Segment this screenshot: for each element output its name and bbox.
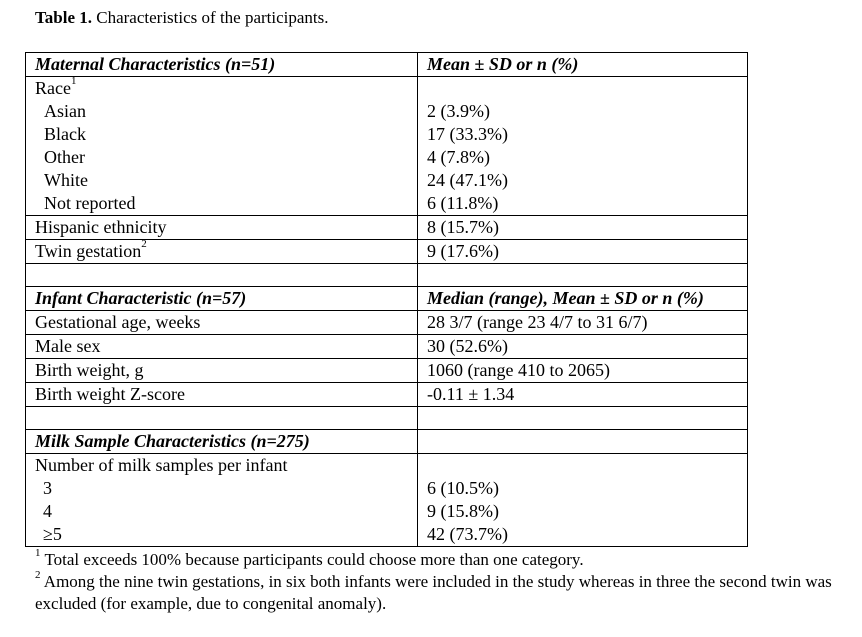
infant-row-value: 30 (52.6%) <box>418 335 748 359</box>
table-row <box>26 240 748 264</box>
race-item-label: Not reported <box>44 193 136 213</box>
infant-header-value: Median (range), Mean ± SD or n (%) <box>418 287 748 311</box>
caption-label: Table 1. <box>35 8 93 27</box>
race-row <box>26 77 748 216</box>
twin-value: 9 (17.6%) <box>418 240 748 264</box>
race-item-value: 6 (11.8%) <box>427 193 499 213</box>
table-caption <box>35 8 329 28</box>
table-row <box>26 335 748 359</box>
samples-item-label: ≥5 <box>43 524 62 544</box>
milk-header-row <box>26 430 748 454</box>
samples-item-label: 4 <box>43 501 52 521</box>
spacer-row <box>26 407 748 430</box>
race-item-label: Black <box>44 124 86 144</box>
infant-row-value: -0.11 ± 1.34 <box>418 383 748 407</box>
table-row <box>26 383 748 407</box>
spacer-row <box>26 264 748 287</box>
race-item-value: 4 (7.8%) <box>427 147 490 167</box>
table-row <box>26 311 748 335</box>
race-labels <box>26 77 418 216</box>
table-row <box>26 359 748 383</box>
twin-label: Twin gestation$^2$ <box>26 240 418 264</box>
footnote-1: $^1$ Total exceeds 100% because participants could choose more than one category. <box>35 547 584 569</box>
race-item-label: White <box>44 170 88 190</box>
race-item-label: Other <box>44 147 85 167</box>
infant-row-value: 28 3/7 (range 23 4/7 to 31 6/7) <box>418 311 748 335</box>
footnote-2: $^2$ Among the nine twin gestations, in six both infants were included in the study whereas in three the second twin was excluded (for example, due to congenital anomaly). <box>35 569 832 613</box>
samples-item-label: 3 <box>43 478 52 498</box>
infant-row-label: Birth weight Z-score <box>26 383 418 407</box>
footnote-ref-2: 2 <box>141 238 147 250</box>
maternal-header-label: Maternal Characteristics (n=51) <box>26 53 418 77</box>
infant-row-label: Male sex <box>26 335 418 359</box>
race-label: Race$^1$ <box>35 75 77 98</box>
infant-row-value: 1060 (range 410 to 2065) <box>418 359 748 383</box>
characteristics-table <box>25 52 748 547</box>
infant-row-label: Birth weight, g <box>26 359 418 383</box>
milk-header-label: Milk Sample Characteristics (n=275) <box>26 430 418 454</box>
samples-item-value: 9 (15.8%) <box>427 501 499 521</box>
race-item-label: Asian <box>44 101 86 121</box>
milk-sample-labels <box>26 454 418 547</box>
race-item-value: 17 (33.3%) <box>427 124 508 144</box>
race-item-value: 2 (3.9%) <box>427 101 490 121</box>
maternal-header-value: Mean ± SD or n (%) <box>418 53 748 77</box>
race-values <box>418 77 748 216</box>
infant-row-label: Gestational age, weeks <box>26 311 418 335</box>
hispanic-value: 8 (15.7%) <box>418 216 748 240</box>
milk-sample-values <box>418 454 748 547</box>
milk-header-value <box>418 430 748 454</box>
samples-label: Number of milk samples per infant <box>35 455 288 475</box>
milk-samples-row <box>26 454 748 547</box>
race-item-value: 24 (47.1%) <box>427 170 508 190</box>
infant-header-label: Infant Characteristic (n=57) <box>26 287 418 311</box>
table-row <box>26 216 748 240</box>
samples-item-value: 42 (73.7%) <box>427 524 508 544</box>
footnote-ref-1: 1 <box>70 75 77 87</box>
caption-text: Characteristics of the participants. <box>92 8 329 27</box>
samples-item-value: 6 (10.5%) <box>427 478 499 498</box>
hispanic-label: Hispanic ethnicity <box>26 216 418 240</box>
maternal-header-row <box>26 53 748 77</box>
footnotes <box>35 549 850 615</box>
infant-header-row <box>26 287 748 311</box>
